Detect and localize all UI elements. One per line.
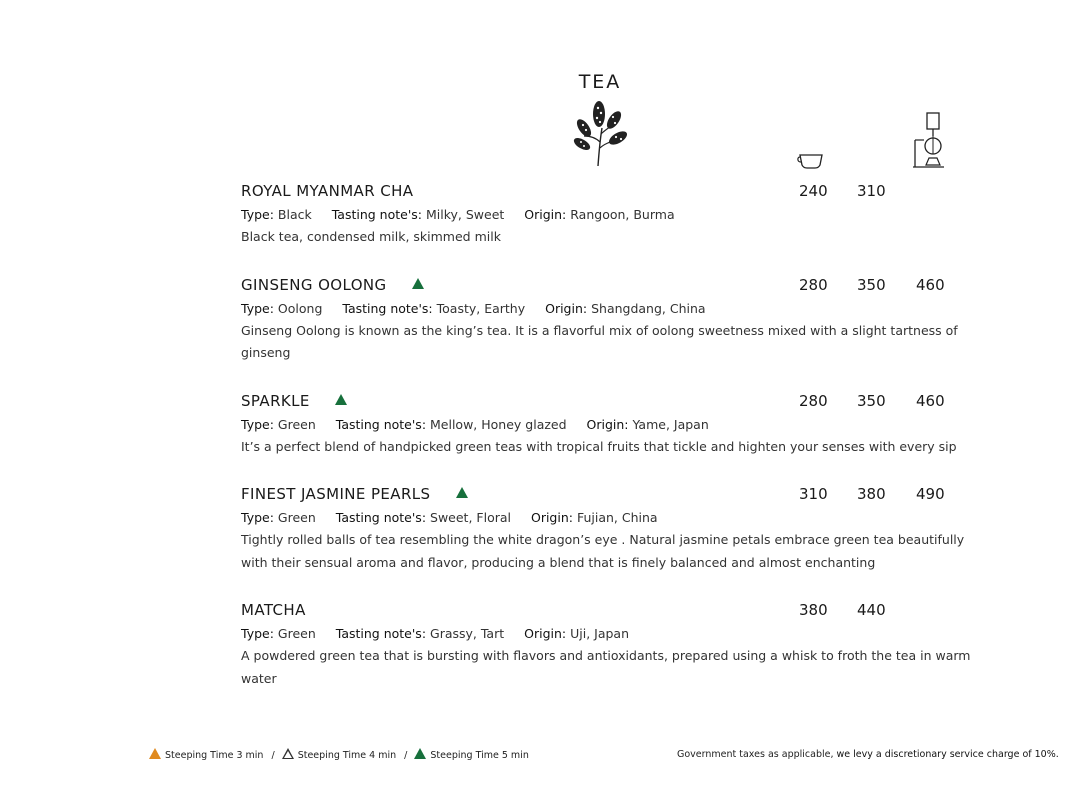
type-label: Type: (241, 510, 274, 525)
steep-5-min-icon (414, 748, 426, 759)
price-mid: 310 (857, 182, 886, 200)
tax-note-main: we levy a discretionary service charge of 10%. (836, 749, 1059, 760)
price-mid: 350 (857, 275, 886, 294)
siphon-pot-icon (910, 110, 946, 170)
item-name: FINEST JASMINE PEARLS (241, 485, 431, 503)
item-description: Ginseng Oolong is known as the king’s tea. It is a flavorful mix of oolong sweetness mixed with a slight tartness of ginseng (241, 322, 958, 360)
type-label: Type: (241, 416, 274, 432)
origin-label: Origin: (524, 207, 567, 222)
item-description: Black tea, condensed milk, skimmed milk (241, 229, 501, 244)
price-cup: 240 (799, 182, 828, 200)
type-value: Green (277, 626, 316, 641)
tea-menu-list (241, 180, 981, 715)
tea-cup-icon (796, 150, 826, 170)
tax-note (677, 749, 1059, 760)
price-pot: 490 (916, 485, 945, 503)
price-mid: 440 (857, 601, 886, 619)
type-value: Green (277, 416, 316, 432)
origin-value: Rangoon, Burma (570, 207, 675, 222)
type-value: Oolong (277, 300, 323, 316)
legend-item-5-min: Steeping Time 5 min (414, 748, 528, 761)
legend-item-3-min: Steeping Time 3 min (149, 748, 263, 761)
tasting-label: Tasting note's: (335, 416, 427, 432)
steeping-legend: Steeping Time 3 min / Steeping Time 4 min / Steeping Time 5 min (149, 748, 531, 761)
origin-label: Origin: (524, 626, 567, 641)
steep-3-min-icon (149, 748, 161, 759)
item-name: ROYAL MYANMAR CHA (241, 182, 414, 200)
price-cup: 280 (799, 275, 828, 294)
price-mid: 350 (857, 391, 886, 410)
origin-value: Uji, Japan (570, 626, 630, 641)
menu-item (241, 180, 981, 249)
price-cup: 310 (799, 485, 828, 503)
tasting-label: Tasting note's: (331, 207, 422, 222)
page-title: TEA (578, 71, 622, 93)
steep-5-min-icon (335, 394, 347, 405)
tasting-value: Grassy, Tart (430, 626, 505, 641)
tasting-value: Mellow, Honey glazed (430, 416, 567, 432)
tasting-value: Toasty, Earthy (436, 300, 526, 316)
steep-5-min-icon (412, 278, 424, 289)
tasting-value: Milky, Sweet (425, 207, 505, 222)
menu-item (241, 274, 981, 365)
item-name: SPARKLE (241, 391, 310, 410)
price-cup: 280 (799, 391, 828, 410)
price-pot: 460 (916, 391, 945, 410)
menu-item (241, 390, 981, 459)
origin-label: Origin: (586, 416, 629, 432)
legend-item-4-min: Steeping Time 4 min (282, 748, 396, 761)
item-name: GINSENG OOLONG (241, 275, 387, 294)
tasting-label: Tasting note's: (335, 626, 427, 641)
price-cup: 380 (799, 601, 828, 619)
menu-item (241, 599, 981, 690)
tasting-label: Tasting note's: (342, 300, 433, 316)
origin-label: Origin: (530, 510, 573, 525)
item-name: MATCHA (241, 601, 306, 619)
tasting-value: Sweet, Floral (430, 510, 511, 525)
item-description: A powdered green tea that is bursting with flavors and antioxidants, prepared using a whisk to froth the tea in warm water (241, 648, 971, 686)
type-label: Type: (241, 207, 274, 222)
origin-value: Fujian, China (576, 510, 658, 525)
type-label: Type: (241, 626, 274, 641)
type-value: Green (277, 510, 316, 525)
tea-leaf-icon (572, 100, 628, 170)
tax-note-prefix: Government taxes as applicable, (677, 749, 834, 760)
price-pot: 460 (916, 275, 945, 294)
type-value: Black (277, 207, 312, 222)
item-description: Tightly rolled balls of tea resembling the white dragon’s eye . Natural jasmine petals embrace green tea beautifully with their sensual aroma and flavor, producing a blend that is finely balanced and almost enchanting (241, 532, 965, 570)
origin-label: Origin: (545, 300, 588, 316)
origin-value: Shangdang, China (591, 300, 706, 316)
price-mid: 380 (857, 485, 886, 503)
steep-4-min-icon (282, 748, 294, 759)
type-label: Type: (241, 300, 274, 316)
tasting-label: Tasting note's: (335, 510, 427, 525)
menu-item (241, 483, 981, 574)
item-description: It’s a perfect blend of handpicked green teas with tropical fruits that tickle and highten your senses with every sip (241, 438, 957, 454)
steep-5-min-icon (456, 487, 468, 498)
origin-value: Yame, Japan (632, 416, 709, 432)
